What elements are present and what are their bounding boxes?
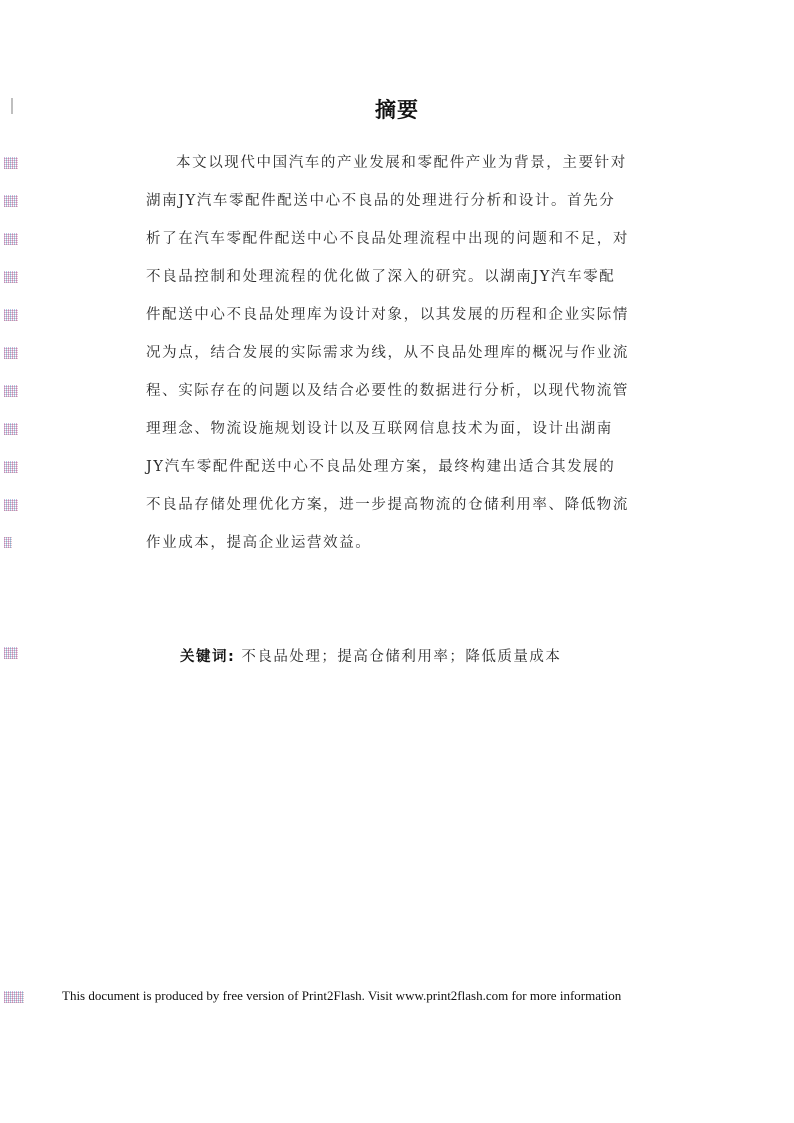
abstract-line: 本文以现代中国汽车的产业发展和零配件产业为背景，主要针对	[176, 155, 627, 171]
abstract-line: 理理念、物流设施规划设计以及互联网信息技术为面，设计出湖南	[146, 421, 613, 437]
abstract-line: 况为点，结合发展的实际需求为线，从不良品处理库的概况与作业流	[146, 345, 629, 361]
keywords-text: 不良品处理；提高仓储利用率；降低质量成本	[235, 649, 562, 665]
margin-marker	[4, 537, 12, 548]
margin-marker	[4, 461, 18, 473]
abstract-line: JY汽车零配件配送中心不良品处理方案，最终构建出适合其发展的	[146, 459, 616, 475]
margin-marker	[4, 309, 18, 321]
abstract-line: 件配送中心不良品处理库为设计对象，以其发展的历程和企业实际情	[146, 307, 629, 323]
margin-marker	[4, 233, 18, 245]
margin-marker	[4, 157, 18, 169]
margin-marker	[4, 647, 18, 659]
page-title: 摘要	[375, 98, 419, 122]
margin-marker	[4, 423, 18, 435]
abstract-line: 不良品存储处理优化方案，进一步提高物流的仓储利用率、降低物流	[146, 497, 629, 513]
watermark-footer: This document is produced by free version of Print2Flash. Visit www.print2flash.com for more information	[62, 988, 622, 1003]
abstract-line: 湖南JY汽车零配件配送中心不良品的处理进行分析和设计。首先分	[146, 193, 616, 209]
margin-marker	[4, 499, 18, 511]
abstract-line: 作业成本，提高企业运营效益。	[146, 535, 372, 551]
margin-marker	[4, 385, 18, 397]
keywords-line	[180, 645, 561, 666]
margin-marker	[4, 195, 18, 207]
keywords-label: 关键词:	[180, 649, 236, 665]
margin-marker	[4, 991, 24, 1003]
abstract-line: 析了在汽车零配件配送中心不良品处理流程中出现的问题和不足，对	[146, 231, 629, 247]
abstract-line: 不良品控制和处理流程的优化做了深入的研究。以湖南JY汽车零配	[146, 269, 616, 285]
abstract-line: 程、实际存在的问题以及结合必要性的数据进行分析，以现代物流管	[146, 383, 629, 399]
margin-marker	[4, 347, 18, 359]
margin-marker	[4, 271, 18, 283]
